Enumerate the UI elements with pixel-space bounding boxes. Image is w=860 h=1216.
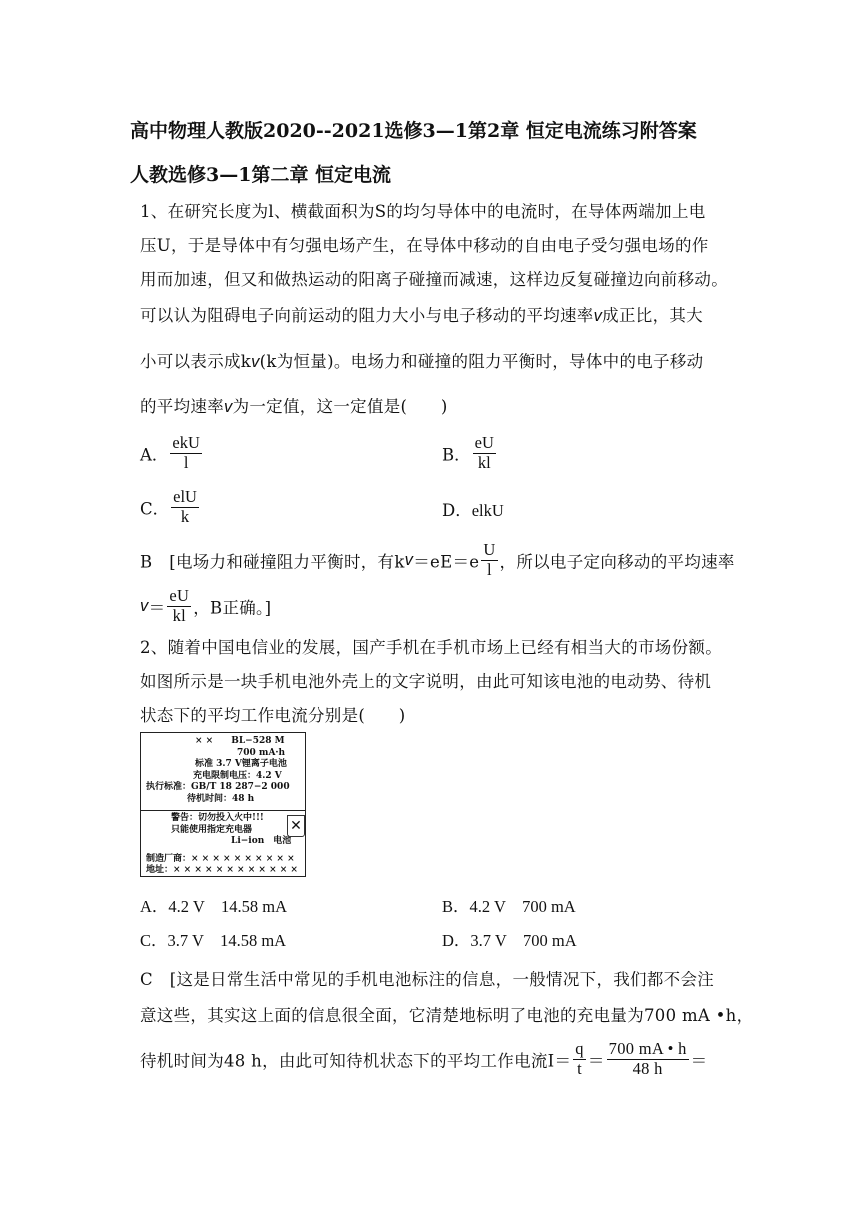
answer-text: ＝ <box>148 598 166 618</box>
battery-divider <box>141 810 305 811</box>
battery-capacity: 700 mA·h <box>237 747 286 758</box>
answer-text: ＝ <box>587 1051 605 1071</box>
q2-option-c: C．3.7 V 14.58 mA <box>140 931 287 950</box>
velocity-symbol: v <box>140 596 149 615</box>
numerator: eU <box>169 586 190 605</box>
section-title: 人教选修3—1第二章 恒定电流 <box>130 164 392 186</box>
crossed-bin-icon: ✕ <box>287 815 305 837</box>
fraction <box>481 541 497 580</box>
fraction <box>473 434 496 473</box>
q1-line <box>140 348 703 372</box>
velocity-symbol: v <box>224 398 233 416</box>
option-label: C． <box>140 499 170 519</box>
q2-option-b: B．4.2 V 700 mA <box>442 897 576 916</box>
q1-option-a <box>140 434 204 473</box>
fraction <box>167 587 191 626</box>
numerator: 700 mA • h <box>608 1039 687 1058</box>
q2-line: 如图所示是一块手机电池外壳上的文字说明，由此可知该电池的电动势、待机 <box>140 672 712 691</box>
q1-line: 1、在研究长度为l、横截面积为S的均匀导体中的电流时，在导体两端加上电 <box>140 202 706 221</box>
denominator: t <box>577 1058 583 1078</box>
option-text: elkU <box>471 501 504 520</box>
numerator: q <box>575 1039 584 1058</box>
battery-address: 地址：× × × × × × × × × × × × <box>146 865 298 876</box>
q2-answer-line: C [这是日常生活中常见的手机电池标注的信息，一般情况下，我们都不会注 <box>140 970 715 989</box>
document-title: 高中物理人教版2020--2021选修3—1第2章 恒定电流练习附答案 <box>130 120 697 142</box>
q1-text: 的平均速率 <box>140 397 224 416</box>
q2-answer-line: 意这些，其实这上面的信息很全面，它清楚地标明了电池的充电量为700 mA •h， <box>140 1006 754 1025</box>
q2-option-d: D．3.7 V 700 mA <box>442 931 577 950</box>
battery-exec-standard: 执行标准：GB/T 18 287−2 000 <box>146 782 290 793</box>
option-label: A． <box>140 445 169 465</box>
battery-standard: 标准 3.7 V锂离子电池 <box>195 759 287 770</box>
q1-answer-line <box>140 541 735 580</box>
q1-option-c <box>140 488 201 527</box>
q2-option-a: A．4.2 V 14.58 mA <box>140 897 287 916</box>
q1-line: 用而加速，但又和做热运动的阳离子碰撞而减速，这样边反复碰撞边向前移动。 <box>140 270 728 289</box>
answer-text: ＝eE＝e <box>413 552 480 572</box>
velocity-symbol: v <box>251 353 260 371</box>
q2-answer-line <box>140 1040 707 1079</box>
denominator: l <box>486 559 492 579</box>
q1-text: (k为恒量)。电场力和碰撞的阻力平衡时，导体中的电子移动 <box>259 352 704 371</box>
battery-label-figure <box>140 732 306 877</box>
battery-charge-voltage: 充电限制电压：4.2 V <box>193 770 282 781</box>
option-label: D． <box>442 501 472 520</box>
denominator: 48 h <box>632 1058 663 1078</box>
denominator: kl <box>172 605 187 625</box>
q1-option-d <box>442 497 504 521</box>
battery-label-bottom <box>141 813 305 877</box>
battery-manufacturer: 制造厂商：× × × × × × × × × × <box>146 853 295 864</box>
fraction <box>171 488 199 527</box>
battery-warning: 警告：切勿投入火中!!! <box>171 813 264 823</box>
velocity-symbol: v <box>593 307 603 325</box>
fraction <box>573 1040 586 1079</box>
answer-text: B [电场力和碰撞阻力平衡时，有k <box>140 552 405 572</box>
battery-type: Li−ion 电池 <box>231 836 292 847</box>
battery-charger-note: 只能使用指定充电器 <box>171 824 253 835</box>
q2-line: 状态下的平均工作电流分别是( ) <box>140 706 406 725</box>
q1-text: 小可以表示成k <box>140 352 252 371</box>
answer-text: ，所以电子定向移动的平均速率 <box>499 552 735 572</box>
numerator: U <box>483 540 496 559</box>
fraction <box>170 434 202 473</box>
velocity-symbol: v <box>404 550 414 569</box>
battery-model: × × BL−528 M <box>195 736 285 746</box>
denominator: l <box>183 452 189 472</box>
battery-standby-time: 待机时间：48 h <box>187 793 255 804</box>
q1-line: 压U，于是导体中有匀强电场产生，在导体中移动的自由电子受匀强电场的作 <box>140 236 709 255</box>
q1-option-b <box>442 434 498 473</box>
fraction <box>607 1040 689 1079</box>
numerator: elU <box>173 487 197 506</box>
answer-text: ，B正确。] <box>193 598 272 618</box>
q1-line <box>140 393 448 417</box>
q1-answer-line <box>140 587 271 626</box>
denominator: kl <box>477 452 491 472</box>
q1-line <box>140 302 703 326</box>
q1-text: 可以认为阻碍电子向前运动的阻力大小与电子移动的平均速率 <box>140 306 594 325</box>
answer-text: 待机时间为48 h，由此可知待机状态下的平均工作电流I＝ <box>140 1051 572 1071</box>
q1-text: 成正比，其大 <box>602 306 703 325</box>
numerator: eU <box>474 433 494 452</box>
denominator: k <box>180 506 190 526</box>
q2-line: 2、随着中国电信业的发展，国产手机在手机市场上已经有相当大的市场份额。 <box>140 638 722 657</box>
battery-label-top <box>141 736 305 806</box>
numerator: ekU <box>172 433 200 452</box>
answer-text: ＝ <box>690 1051 708 1071</box>
option-label: B． <box>442 445 471 465</box>
q1-text: 为一定值，这一定值是( ) <box>232 397 448 416</box>
